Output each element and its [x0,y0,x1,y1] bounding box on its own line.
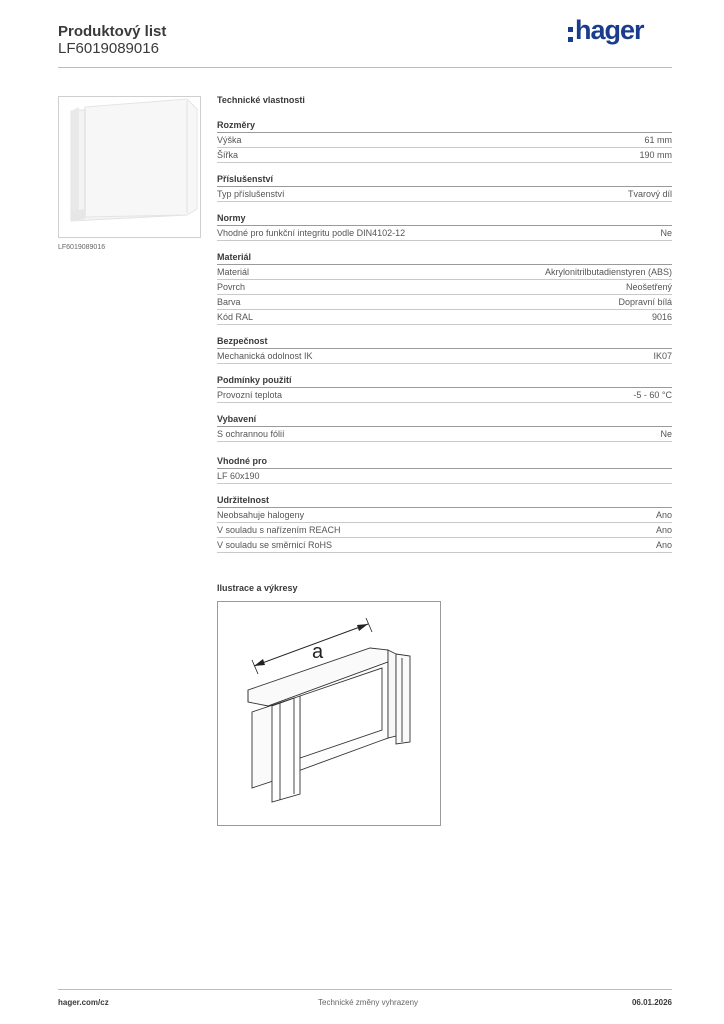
spec-value: Ano [655,540,672,550]
spec-row [217,187,672,202]
footer-date: 06.01.2026 [631,998,672,1007]
spec-row [217,148,672,163]
spec-label: Povrch [217,282,246,292]
spec-row [217,349,672,364]
spec-value: Ano [655,510,672,520]
section-accessories [217,174,672,202]
section-material [217,252,672,325]
section-sustainability [217,495,672,553]
page-title: Produktový list [58,23,167,40]
spec-value: 61 mm [644,135,672,145]
spec-row [217,523,672,538]
spec-label: LF 60x190 [217,471,260,481]
spec-row [217,310,672,325]
spec-label: Neobsahuje halogeny [217,510,305,520]
spec-row [217,295,672,310]
spec-value: Akrylonitrilbutadienstyren (ABS) [544,267,672,277]
spec-value: Neošetřený [625,282,672,292]
logo-dots-icon [568,27,573,47]
technical-properties [217,95,672,564]
section-safety [217,336,672,364]
section-title: Materiál [217,252,672,265]
spec-value: Tvarový díl [627,189,672,199]
duct-drawing-icon [218,602,440,825]
spec-value: IK07 [653,351,672,361]
spec-main-title: Technické vlastnosti [217,95,305,105]
spec-label: Typ příslušenství [217,189,285,199]
spec-row [217,538,672,553]
spec-row [217,427,672,442]
spec-value: Ano [655,525,672,535]
photo-caption: LF6019089016 [58,244,106,251]
section-suitable-for [217,456,672,484]
spec-label: S ochrannou fólií [217,429,285,439]
section-title: Vybavení [217,414,672,427]
dimension-label: a [312,641,324,663]
spec-row [217,265,672,280]
spec-label: Barva [217,297,241,307]
section-title: Udržitelnost [217,495,672,508]
spec-label: Šířka [217,150,239,160]
product-photo [58,96,201,238]
spec-label: Materiál [217,267,250,277]
section-dimensions [217,120,672,163]
spec-row [217,388,672,403]
spec-label: V souladu s nařízením REACH [217,525,341,535]
illustrations-title: Ilustrace a výkresy [217,583,298,593]
section-title: Podmínky použití [217,375,672,388]
logo-text: hager [575,15,644,45]
header-divider [58,67,672,68]
spec-value: 9016 [651,312,672,322]
spec-label: Vhodné pro funkční integritu podle DIN4102-12 [217,228,406,238]
section-standards [217,213,672,241]
spec-value: -5 - 60 °C [633,390,672,400]
section-title: Rozměry [217,120,672,133]
spec-label: Kód RAL [217,312,254,322]
spec-value: Dopravní bílá [618,297,672,307]
section-title: Příslušenství [217,174,672,187]
product-photo-icon [59,97,200,237]
spec-label: Výška [217,135,242,145]
spec-label: Provozní teplota [217,390,283,400]
spec-row [217,469,672,484]
technical-drawing [217,601,441,826]
section-title: Bezpečnost [217,336,672,349]
spec-value: Ne [660,429,672,439]
footer-website-link[interactable]: hager.com/cz [58,998,109,1007]
section-title: Normy [217,213,672,226]
section-conditions [217,375,672,403]
section-equipment [217,414,672,442]
product-code: LF6019089016 [58,40,159,57]
spec-row [217,226,672,241]
section-title: Vhodné pro [217,456,672,469]
spec-row [217,133,672,148]
spec-label: V souladu se směrnicí RoHS [217,540,333,550]
spec-row [217,280,672,295]
spec-label: Mechanická odolnost IK [217,351,313,361]
hager-logo[interactable] [568,17,658,49]
spec-row [217,508,672,523]
spec-value: Ne [660,228,672,238]
footer-note: Technické změny vyhrazeny [318,998,419,1007]
footer-divider [58,989,672,990]
spec-value: 190 mm [639,150,672,160]
